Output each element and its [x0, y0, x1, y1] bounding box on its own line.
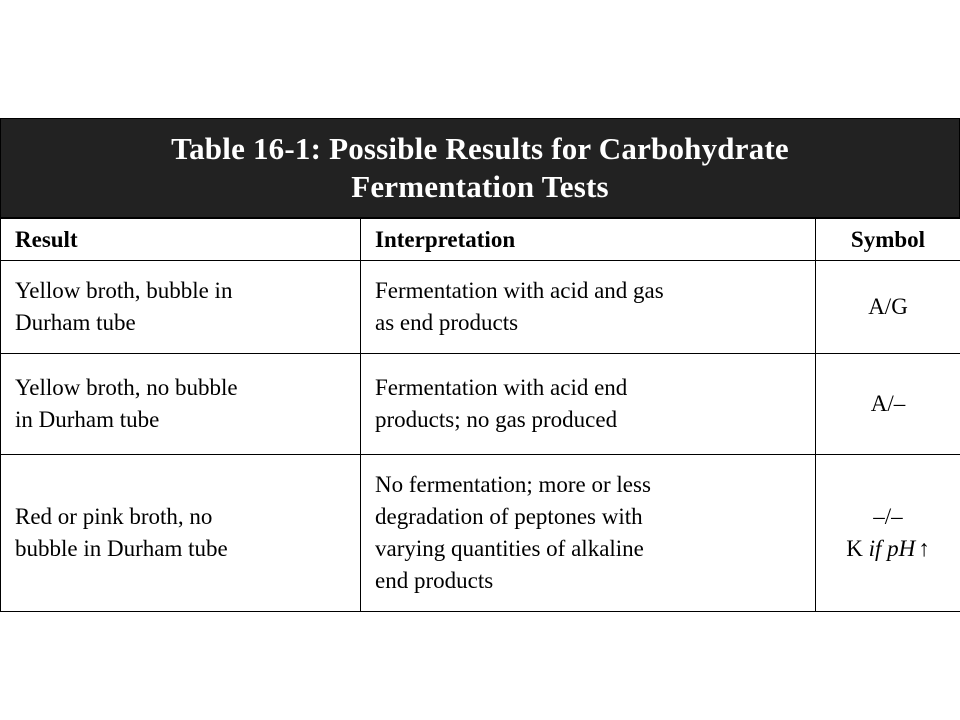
symbol-if-ph: if pH — [868, 536, 916, 561]
fermentation-results-table — [0, 118, 960, 612]
table-row — [1, 455, 960, 612]
cell-interpretation: No fermentation; more or less degradation of peptones with varying quantities of alkaline end products — [361, 455, 816, 612]
header-row — [1, 219, 960, 261]
header-interpretation: Interpretation — [361, 219, 816, 261]
cell-result: Yellow broth, bubble in Durham tube — [1, 261, 361, 354]
cell-result: Yellow broth, no bubble in Durham tube — [1, 354, 361, 455]
results-grid — [0, 218, 960, 612]
up-arrow-icon: ↑ — [918, 536, 930, 561]
cell-symbol: A/G — [816, 261, 960, 354]
table-title-line-2: Fermentation Tests — [351, 169, 609, 204]
symbol-alkaline — [820, 533, 956, 565]
cell-result: Red or pink broth, no bubble in Durham tube — [1, 455, 361, 612]
cell-interpretation: Fermentation with acid and gas as end products — [361, 261, 816, 354]
symbol-negative: –/– — [873, 504, 903, 529]
header-result: Result — [1, 219, 361, 261]
cell-symbol: A/– — [816, 354, 960, 455]
header-symbol: Symbol — [816, 219, 960, 261]
table-row — [1, 261, 960, 354]
cell-interpretation: Fermentation with acid end products; no gas produced — [361, 354, 816, 455]
cell-symbol — [816, 455, 960, 612]
table-title-bar — [0, 118, 960, 218]
symbol-k: K — [846, 536, 863, 561]
table-title-line-1: Table 16-1: Possible Results for Carbohydrate — [171, 131, 789, 166]
table-row — [1, 354, 960, 455]
